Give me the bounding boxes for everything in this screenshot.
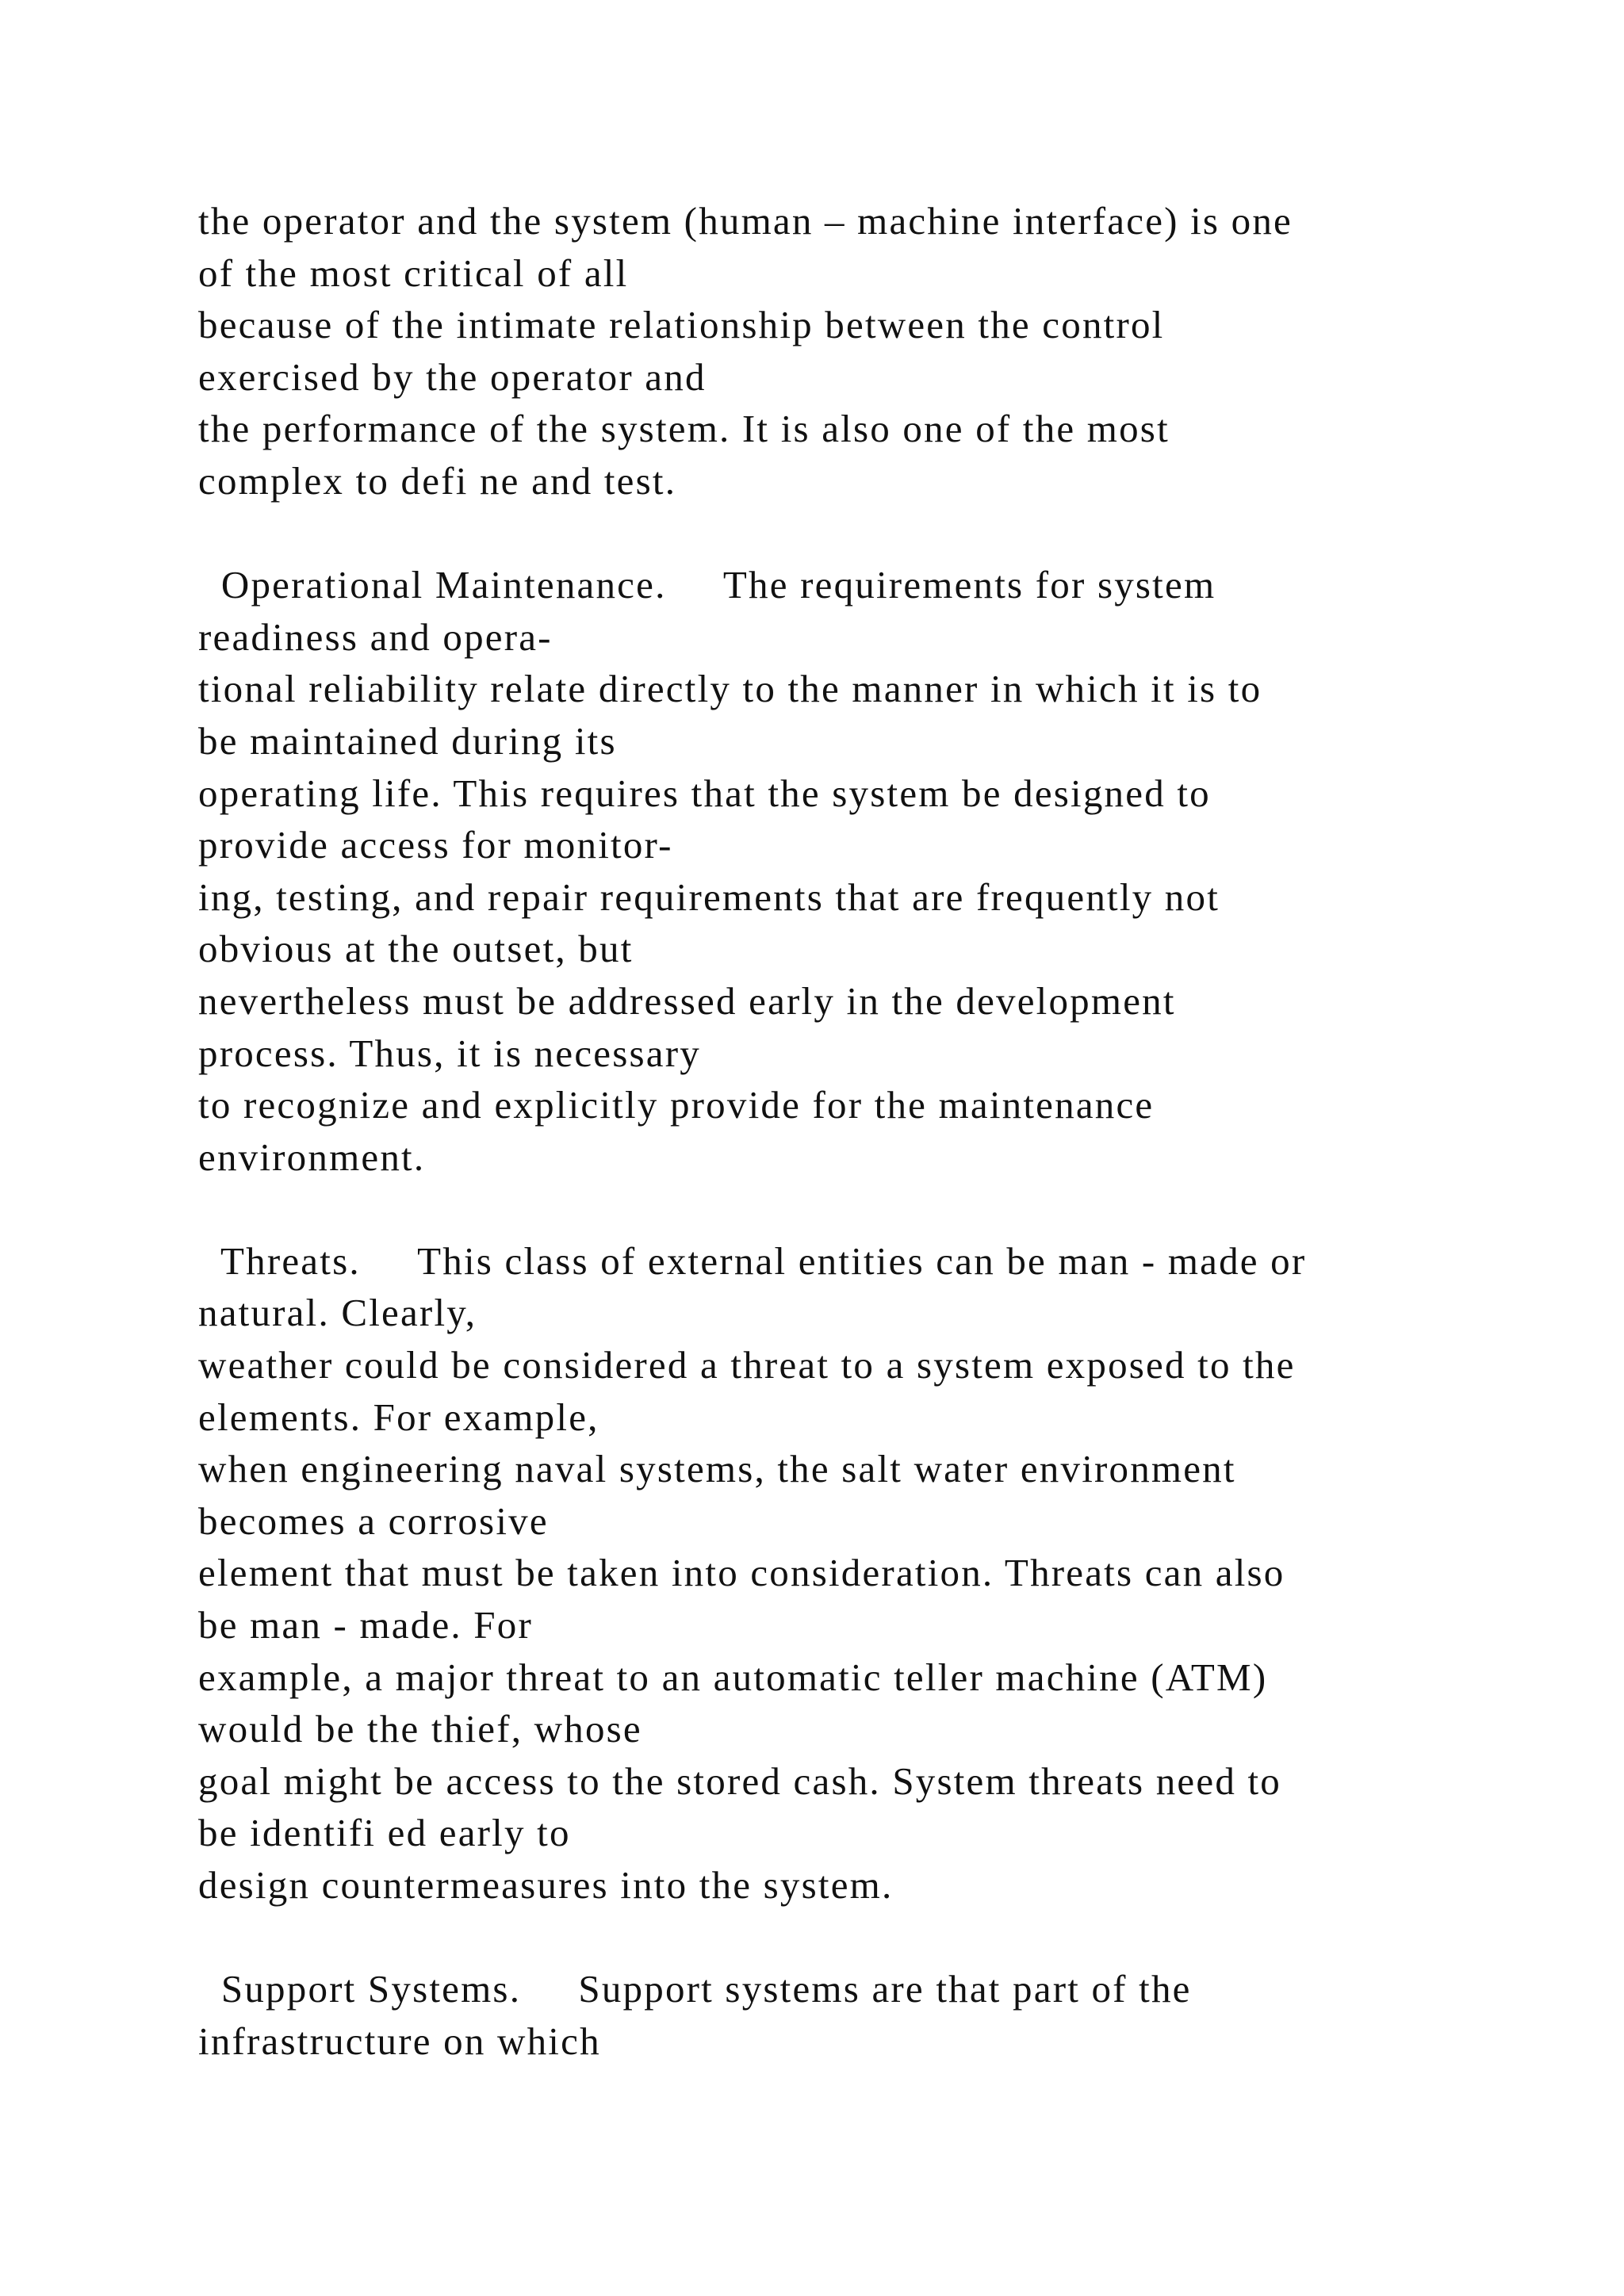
text-line: weather could be considered a threat to a system exposed to the bbox=[198, 1343, 1296, 1387]
section-heading-line: Threats. This class of external entities can be man - made or bbox=[198, 1238, 1307, 1283]
text-line: complex to defi ne and test. bbox=[198, 458, 677, 503]
text-line: infrastructure on which bbox=[198, 2019, 601, 2063]
text-line: elements. For example, bbox=[198, 1395, 599, 1439]
section-heading-line: Operational Maintenance. The requirements for system bbox=[198, 563, 1216, 607]
text-line: operating life. This requires that the system be designed to bbox=[198, 771, 1211, 815]
text-line: be man - made. For bbox=[198, 1603, 533, 1647]
text-line: design countermeasures into the system. bbox=[198, 1863, 894, 1907]
text-line: provide access for monitor- bbox=[198, 823, 673, 867]
body-text bbox=[198, 195, 1546, 2067]
text-line: obvious at the outset, but bbox=[198, 927, 634, 971]
text-line: environment. bbox=[198, 1135, 426, 1179]
text-line: to recognize and explicitly provide for the maintenance bbox=[198, 1083, 1155, 1127]
text-line: becomes a corrosive bbox=[198, 1498, 549, 1543]
paragraph-gap bbox=[198, 1911, 1546, 1964]
text-line: when engineering naval systems, the salt water environment bbox=[198, 1447, 1236, 1491]
text-line: readiness and opera- bbox=[198, 614, 553, 659]
text-line: process. Thus, it is necessary bbox=[198, 1031, 701, 1075]
paragraph-gap bbox=[198, 1183, 1546, 1235]
text-line: exercised by the operator and bbox=[198, 354, 707, 399]
text-line: ing, testing, and repair requirements that are frequently not bbox=[198, 874, 1220, 919]
section-heading-line: Support Systems. Support systems are that part of the bbox=[198, 1967, 1192, 2011]
text-line: the performance of the system. It is also one of the most bbox=[198, 407, 1170, 451]
text-line: the operator and the system (human – machine interface) is one bbox=[198, 199, 1293, 243]
text-line: of the most critical of all bbox=[198, 251, 629, 295]
text-line: example, a major threat to an automatic teller machine (ATM) bbox=[198, 1655, 1268, 1699]
text-line: tional reliability relate directly to the manner in which it is to bbox=[198, 667, 1262, 711]
text-line: element that must be taken into consideration. Threats can also bbox=[198, 1551, 1285, 1595]
paragraph-gap bbox=[198, 507, 1546, 560]
text-line: goal might be access to the stored cash. System threats need to bbox=[198, 1758, 1281, 1803]
text-line: because of the intimate relationship between the control bbox=[198, 303, 1165, 347]
text-line: be identifi ed early to bbox=[198, 1811, 571, 1855]
text-line: natural. Clearly, bbox=[198, 1291, 477, 1335]
text-line: would be the thief, whose bbox=[198, 1707, 642, 1751]
text-line: nevertheless must be addressed early in the development bbox=[198, 978, 1176, 1023]
text-line: be maintained during its bbox=[198, 718, 617, 763]
